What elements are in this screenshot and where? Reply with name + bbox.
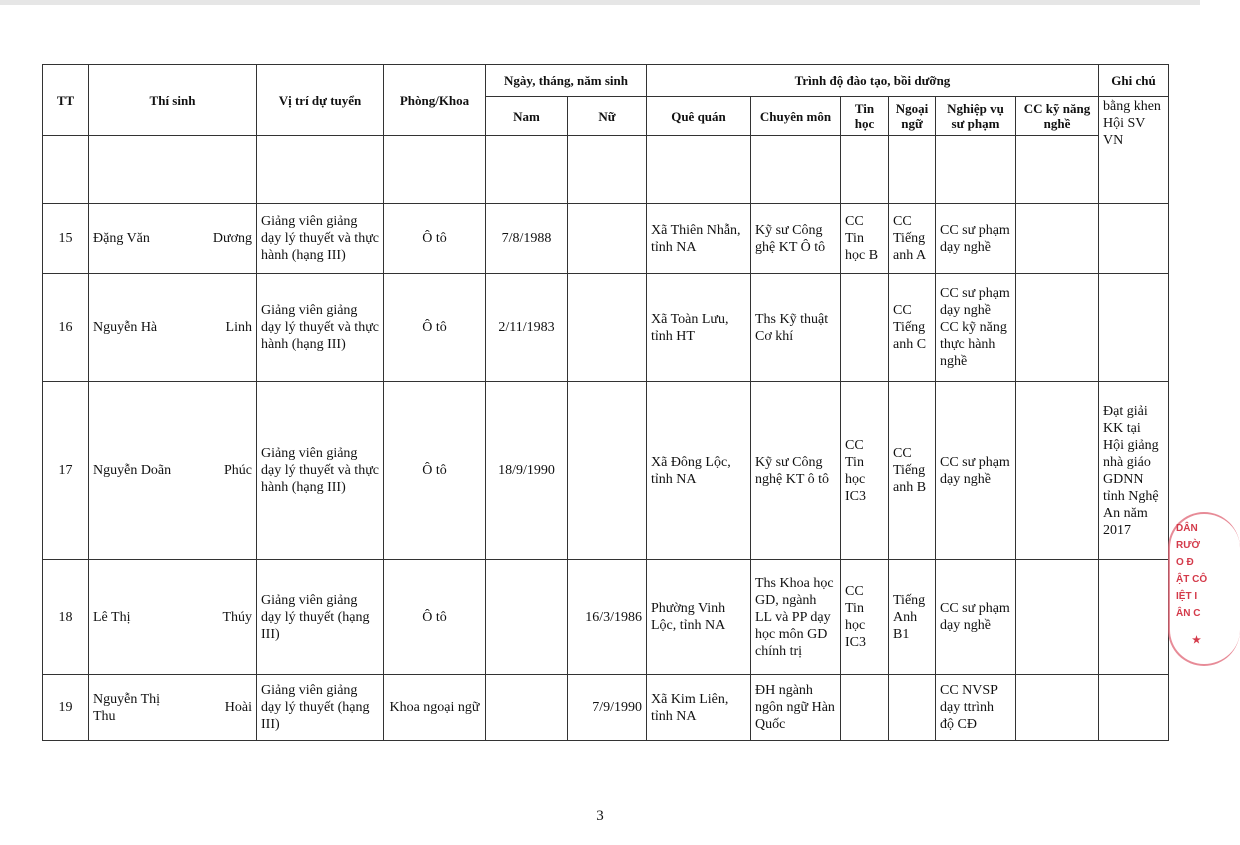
row-skill [1016,204,1099,274]
row-tt: 17 [43,382,89,560]
row-dept: Ô tô [384,560,486,675]
row-language: CC Tiếng anh B [889,382,936,560]
row-major: ĐH ngành ngôn ngữ Hàn Quốc [751,675,841,741]
row-hometown: Xã Kim Liên, tỉnh NA [647,675,751,741]
candidate-given-name: Linh [225,320,252,335]
row-candidate [89,560,257,675]
carryover-row [43,136,1169,204]
header-vi-tri: Vị trí dự tuyển [257,65,384,136]
row-dob-female [568,204,647,274]
row-dob-male: 2/11/1983 [486,274,568,382]
header-tin-hoc: Tin học [841,97,889,136]
row-dob-female [568,274,647,382]
scan-edge [0,0,1200,5]
row-note [1099,274,1169,382]
row-position: Giảng viên giảng dạy lý thuyết và thực hành (hạng III) [257,204,384,274]
row-note [1099,204,1169,274]
header-ngay-sinh: Ngày, tháng, năm sinh [486,65,647,97]
row-major: Kỹ sư Công nghệ KT ô tô [751,382,841,560]
row-dept: Ô tô [384,382,486,560]
row-language: CC Tiếng anh A [889,204,936,274]
candidate-given-name: Hoài [224,700,252,715]
row-major: Ths Kỹ thuật Cơ khí [751,274,841,382]
row-hometown: Xã Thiên Nhẫn, tỉnh NA [647,204,751,274]
row-skill [1016,675,1099,741]
row-dob-male [486,675,568,741]
candidate-given-name: Phúc [224,463,252,478]
row-it: CC Tin học B [841,204,889,274]
candidate-family-name: Nguyễn Thị Thu [93,691,161,724]
header-nghiep-vu: Nghiệp vụ sư phạm [936,97,1016,136]
row-hometown: Xã Toàn Lưu, tỉnh HT [647,274,751,382]
candidate-family-name: Đặng Văn [93,231,150,246]
row-it [841,675,889,741]
row-dob-male: 18/9/1990 [486,382,568,560]
row-note [1099,675,1169,741]
candidate-table [42,64,1169,741]
header-que-quan: Quê quán [647,97,751,136]
page-number: 3 [596,808,604,824]
row-dob-female: 7/9/1990 [568,675,647,741]
header-nam: Nam [486,97,568,136]
row-skill [1016,382,1099,560]
row-skill [1016,274,1099,382]
row-position: Giảng viên giảng dạy lý thuyết (hạng III) [257,675,384,741]
row-position: Giảng viên giảng dạy lý thuyết (hạng III) [257,560,384,675]
row-candidate [89,382,257,560]
row-dept: Ô tô [384,204,486,274]
row-pedagogy: CC sư phạm dạy nghề CC kỹ năng thực hành nghề [936,274,1016,382]
header-ngoai-ngu: Ngoại ngữ [889,97,936,136]
candidate-given-name: Thúy [222,609,252,625]
header-phong-khoa: Phòng/Khoa [384,65,486,136]
row-dept: Ô tô [384,274,486,382]
table-row [43,204,1169,274]
row-language: Tiếng Anh B1 [889,560,936,675]
header-nu: Nữ [568,97,647,136]
candidate-family-name: Nguyễn Hà [93,320,158,335]
row-dept: Khoa ngoại ngữ [384,675,486,741]
header-trinh-do: Trình độ đào tạo, bồi dưỡng [647,65,1099,97]
row-pedagogy: CC NVSP dạy ttrình độ CĐ [936,675,1016,741]
row-candidate [89,274,257,382]
row-it: CC Tin học IC3 [841,382,889,560]
row-pedagogy: CC sư phạm dạy nghề [936,382,1016,560]
row-language [889,675,936,741]
row-dob-male: 7/8/1988 [486,204,568,274]
row-tt: 16 [43,274,89,382]
carryover-note: bằng khen Hội SV VN [1099,97,1169,204]
row-candidate [89,204,257,274]
header-thi-sinh: Thí sinh [89,65,257,136]
row-language: CC Tiếng anh C [889,274,936,382]
row-note: Đạt giải KK tại Hội giảng nhà giáo GDNN tỉnh Nghệ An năm 2017 [1099,382,1169,560]
candidate-family-name: Lê Thị [93,609,131,625]
row-tt: 18 [43,560,89,675]
header-ghi-chu: Ghi chú [1099,65,1169,97]
row-dob-female: 16/3/1986 [568,560,647,675]
row-it [841,274,889,382]
row-candidate [89,675,257,741]
table-row [43,382,1169,560]
candidate-given-name: Dương [212,231,252,246]
row-hometown: Phường Vinh Lộc, tỉnh NA [647,560,751,675]
row-pedagogy: CC sư phạm dạy nghề [936,560,1016,675]
header-chuyen-mon: Chuyên môn [751,97,841,136]
row-position: Giảng viên giảng dạy lý thuyết và thực hành (hạng III) [257,274,384,382]
candidate-family-name: Nguyễn Doãn [93,463,172,478]
row-tt: 15 [43,204,89,274]
official-seal-fragment: DÂN RƯỜ O Đ ẬT CÔ IỆT I ÂN C ★ [1168,512,1228,662]
row-skill [1016,560,1099,675]
row-note [1099,560,1169,675]
table-row [43,560,1169,675]
row-hometown: Xã Đông Lộc, tỉnh NA [647,382,751,560]
row-position: Giảng viên giảng dạy lý thuyết và thực hành (hạng III) [257,382,384,560]
header-tt: TT [43,65,89,136]
row-tt: 19 [43,675,89,741]
table-row [43,274,1169,382]
row-major: Ths Khoa học GD, ngành LL và PP dạy học môn GD chính trị [751,560,841,675]
header-cc-ky-nang: CC kỹ năng nghề [1016,97,1099,136]
row-dob-male [486,560,568,675]
row-dob-female [568,382,647,560]
row-pedagogy: CC sư phạm dạy nghề [936,204,1016,274]
table-row [43,675,1169,741]
row-it: CC Tin học IC3 [841,560,889,675]
row-major: Kỹ sư Công ghệ KT Ô tô [751,204,841,274]
